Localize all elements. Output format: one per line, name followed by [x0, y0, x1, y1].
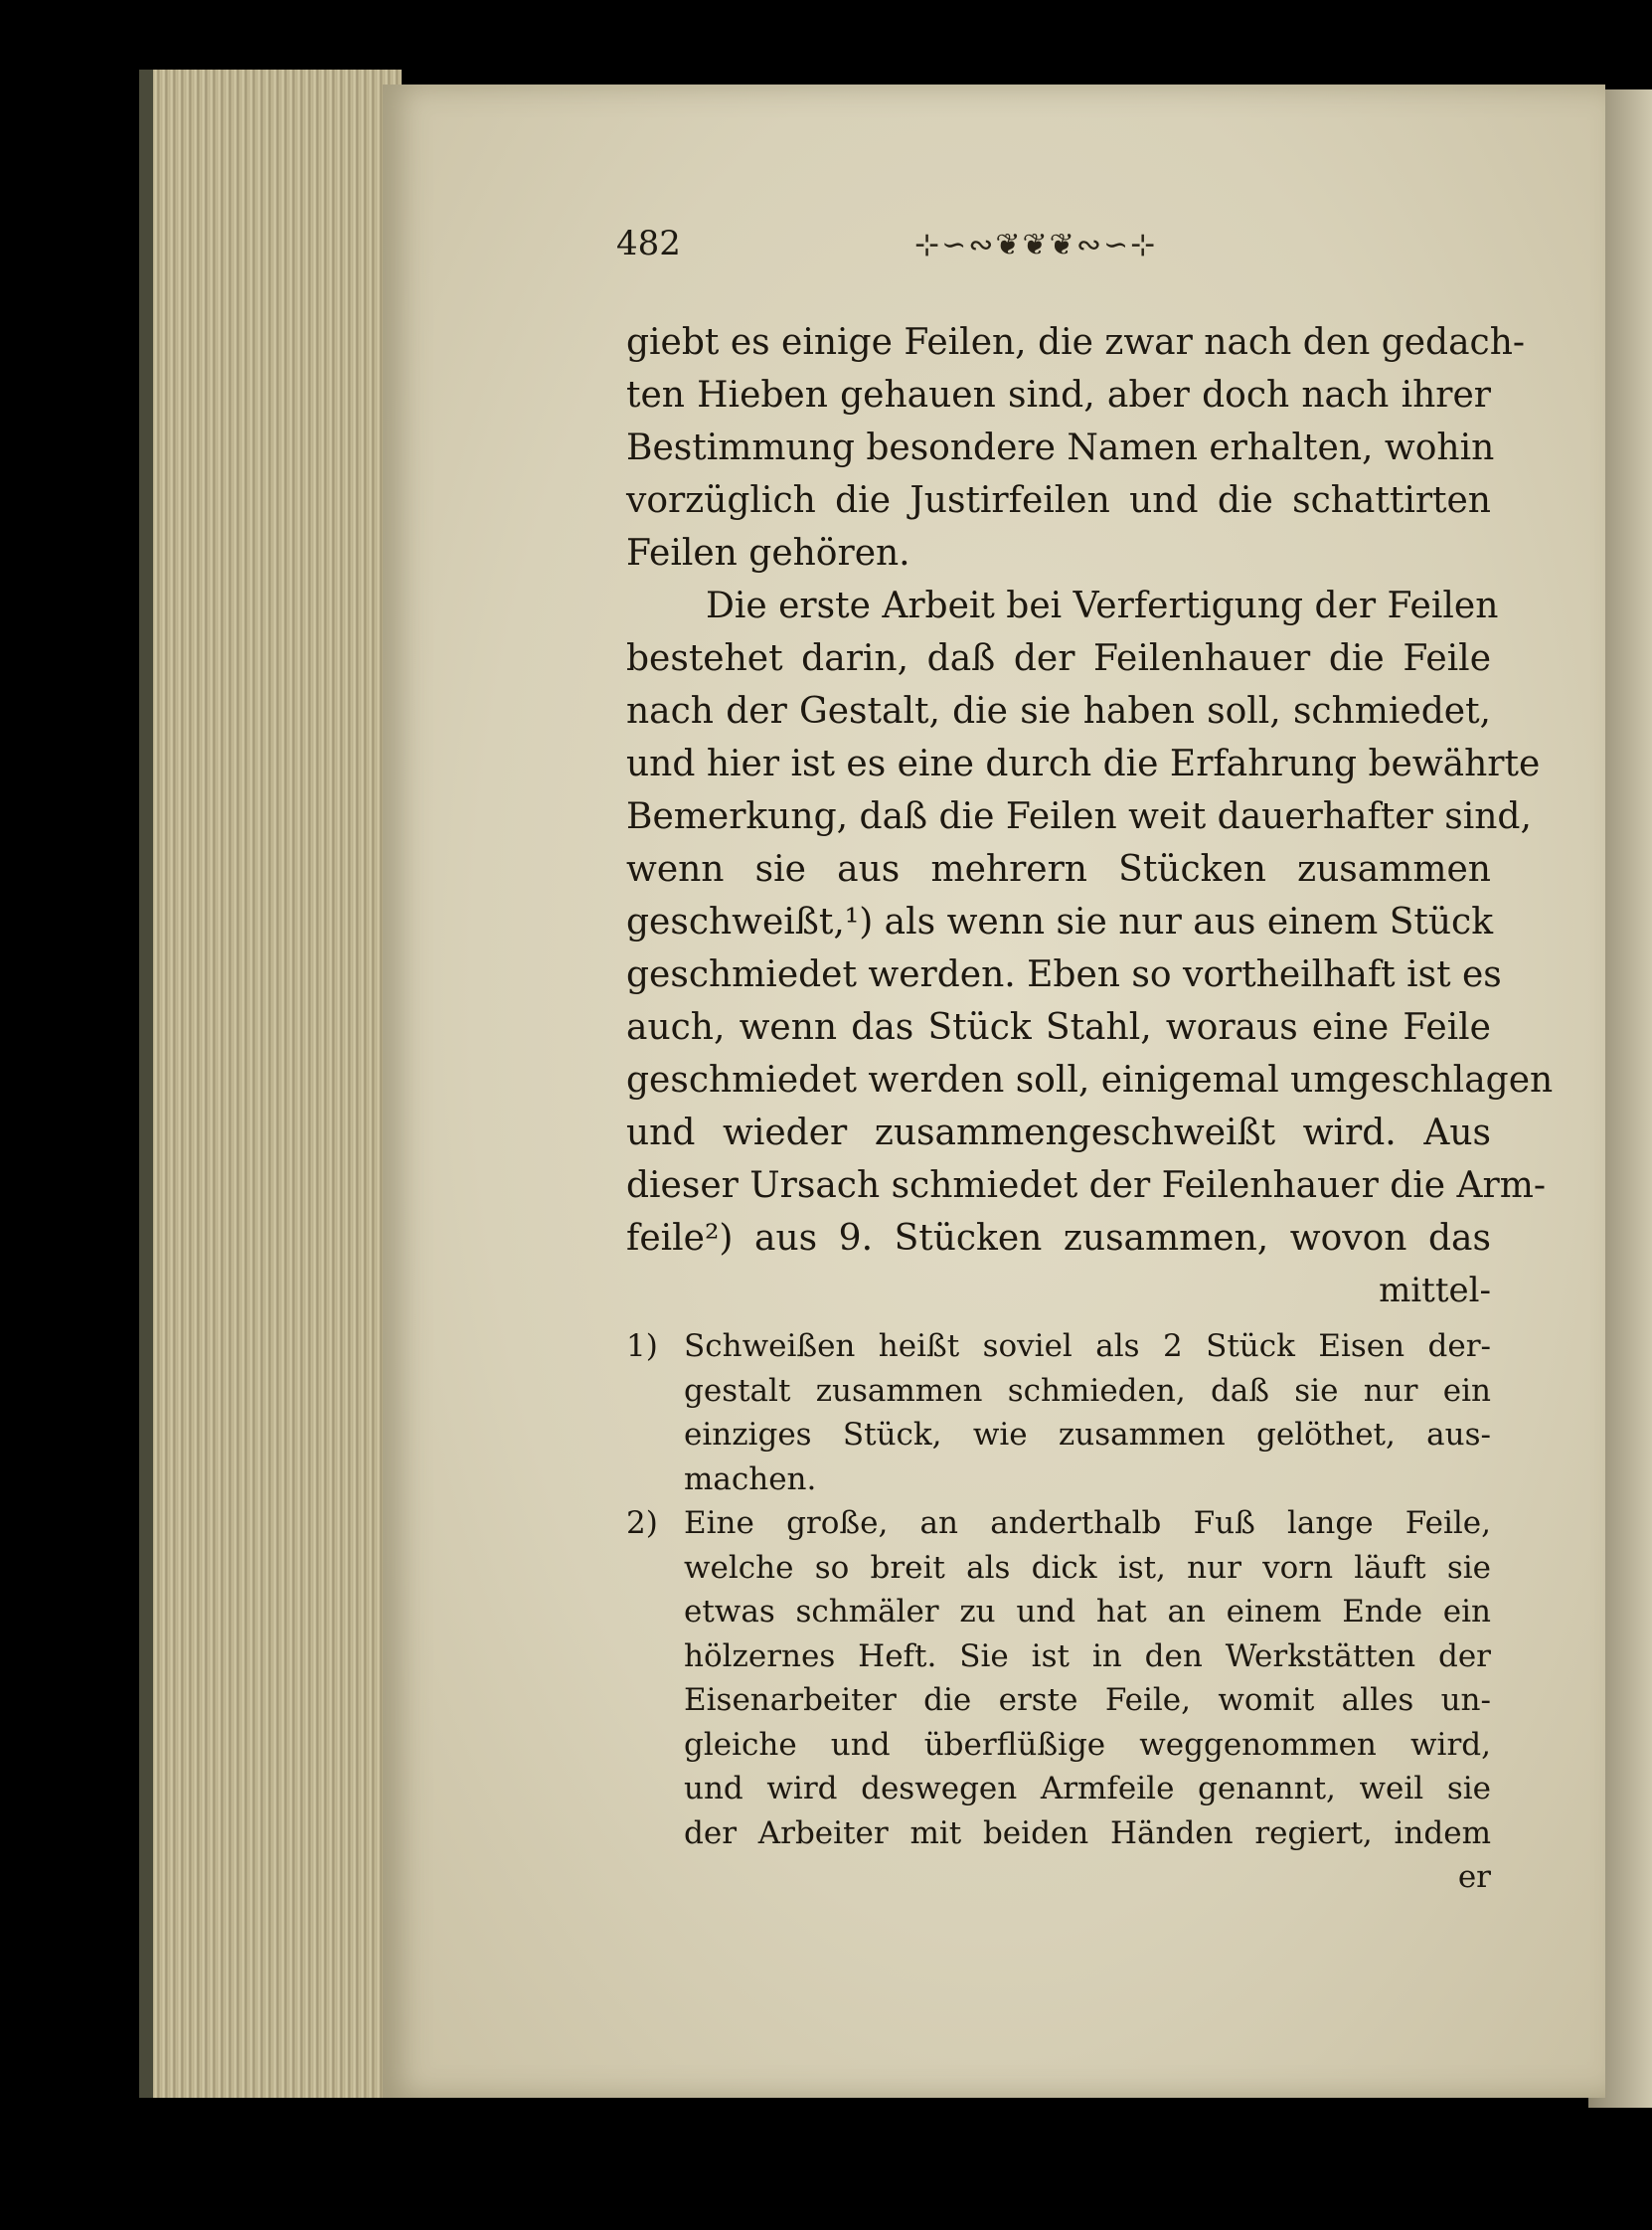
body-line: Feilen gehören.: [626, 533, 910, 574]
footnote-text: Eine große, an anderthalb Fuß lange Feile,: [684, 1505, 1491, 1541]
footnote-line: etwas schmäler zu und hat an einem Ende ein: [684, 1594, 1491, 1630]
footnote-line: welche so breit als dick ist, nur vorn läuft sie: [684, 1549, 1491, 1586]
footnote-line: gleiche und überflüßige weggenommen wird,: [684, 1726, 1491, 1763]
footnote-line: machen.: [684, 1460, 817, 1497]
footnote-line: einziges Stück, wie zusammen gelöthet, aus-: [684, 1417, 1491, 1453]
body-line: feile²) aus 9. Stücken zusammen, wovon das: [626, 1218, 1491, 1259]
footnotes: [626, 1324, 1491, 1899]
body-line: geschmiedet werden. Eben so vortheilhaft ist es: [626, 954, 1502, 995]
body-line: Die erste Arbeit bei Verfertigung der Feilen: [706, 586, 1499, 626]
catchword: mittel-: [1379, 1271, 1491, 1310]
body-line: geschmiedet werden soll, einigemal umgeschlagen: [626, 1060, 1554, 1101]
footnote-line: der Arbeiter mit beiden Händen regiert, indem: [684, 1814, 1491, 1851]
book-page-edges: [139, 70, 402, 2098]
footnote-mark: 1): [626, 1328, 658, 1364]
ornament-icon: ⊹∽∾❦❦❦∾∽⊹: [914, 228, 1158, 262]
footnote-mark: 2): [626, 1505, 658, 1541]
body-line: giebt es einige Feilen, die zwar nach den gedach-: [626, 322, 1526, 363]
footnote-line: und wird deswegen Armfeile genannt, weil sie: [684, 1771, 1491, 1806]
page-text: [626, 316, 1554, 1899]
final-catchword: er: [1457, 1859, 1491, 1895]
body-line: wenn sie aus mehrern Stücken zusammen: [626, 849, 1491, 890]
body-line: und wieder zusammengeschweißt wird. Aus: [626, 1113, 1491, 1153]
footnote-line: [626, 1501, 1491, 1546]
body-line: geschweißt,¹) als wenn sie nur aus einem Stück: [626, 902, 1494, 943]
body-line: Bemerkung, daß die Feilen weit dauerhafter sind,: [626, 796, 1532, 837]
footnote-line: hölzernes Heft. Sie ist in den Werkstätten der: [684, 1637, 1491, 1674]
footnote-text: Schweißen heißt soviel als 2 Stück Eisen der-: [684, 1328, 1491, 1364]
body-line: bestehet darin, daß der Feilenhauer die Feile: [626, 638, 1491, 679]
footnote-line: gestalt zusammen schmieden, daß sie nur ein: [684, 1372, 1491, 1409]
page-header: [616, 224, 1491, 283]
body-line: ten Hieben gehauen sind, aber doch nach ihrer: [626, 375, 1491, 416]
body-line: vorzüglich die Justirfeilen und die schattirten: [626, 480, 1491, 521]
footnote-line: Eisenarbeiter die erste Feile, womit alles un-: [684, 1682, 1491, 1718]
body-line: Bestimmung besondere Namen erhalten, wohin: [626, 428, 1495, 468]
page-number: 482: [616, 224, 681, 263]
body-line: dieser Ursach schmiedet der Feilenhauer die Arm-: [626, 1165, 1547, 1206]
body-line: und hier ist es eine durch die Erfahrung bewährte: [626, 744, 1541, 784]
footnote-line: [626, 1324, 1491, 1369]
body-line: auch, wenn das Stück Stahl, woraus eine Feile: [626, 1007, 1491, 1048]
body-line: nach der Gestalt, die sie haben soll, schmiedet,: [626, 691, 1491, 732]
